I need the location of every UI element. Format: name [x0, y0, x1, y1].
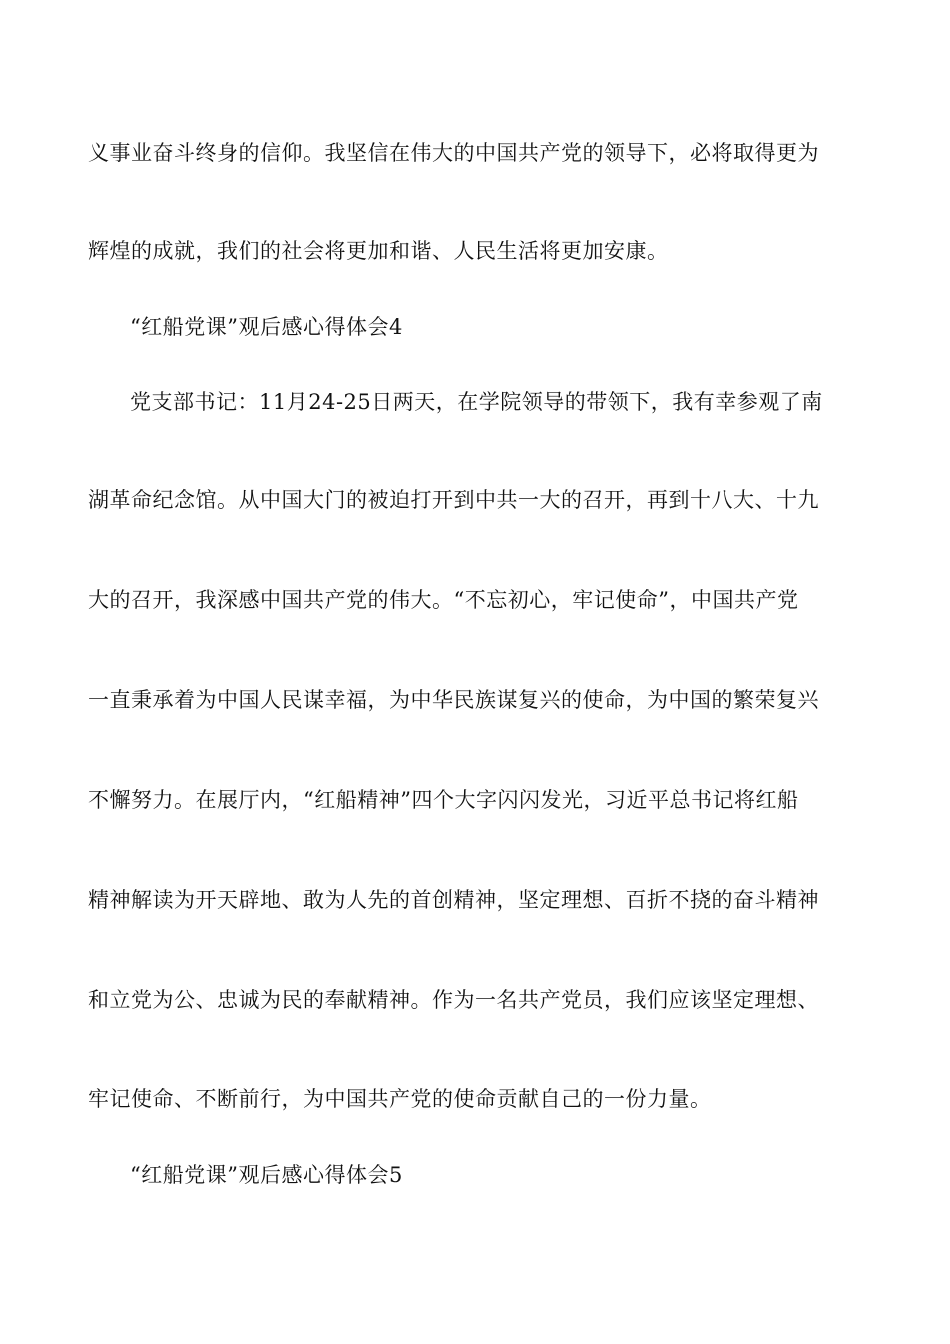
paragraph-line: 大的召开，我深感中国共产党的伟大。“不忘初心，牢记使命”，中国共产党	[88, 588, 799, 612]
paragraph-line: 一直秉承着为中国人民谋幸福，为中华民族谋复兴的使命，为中国的繁荣复兴	[88, 688, 819, 712]
paragraph-line: 湖革命纪念馆。从中国大门的被迫打开到中共一大的召开，再到十八大、十九	[88, 488, 819, 512]
paragraph-line: 辉煌的成就，我们的社会将更加和谐、人民生活将更加安康。	[88, 239, 669, 263]
paragraph-line: 义事业奋斗终身的信仰。我坚信在伟大的中国共产党的领导下，必将取得更为	[88, 141, 819, 165]
paragraph-line: 党支部书记：11月24-25日两天，在学院领导的带领下，我有幸参观了南	[130, 390, 823, 414]
section-heading: “红船党课”观后感心得体会5	[130, 1163, 403, 1187]
paragraph-line: 和立党为公、忠诚为民的奉献精神。作为一名共产党员，我们应该坚定理想、	[88, 988, 819, 1012]
paragraph-line: 精神解读为开天辟地、敢为人先的首创精神，坚定理想、百折不挠的奋斗精神	[88, 888, 819, 912]
paragraph-line: 牢记使命、不断前行，为中国共产党的使命贡献自己的一份力量。	[88, 1087, 712, 1111]
paragraph-line: 不懈努力。在展厅内，“红船精神”四个大字闪闪发光，习近平总书记将红船	[88, 788, 799, 812]
section-heading: “红船党课”观后感心得体会4	[130, 315, 403, 339]
